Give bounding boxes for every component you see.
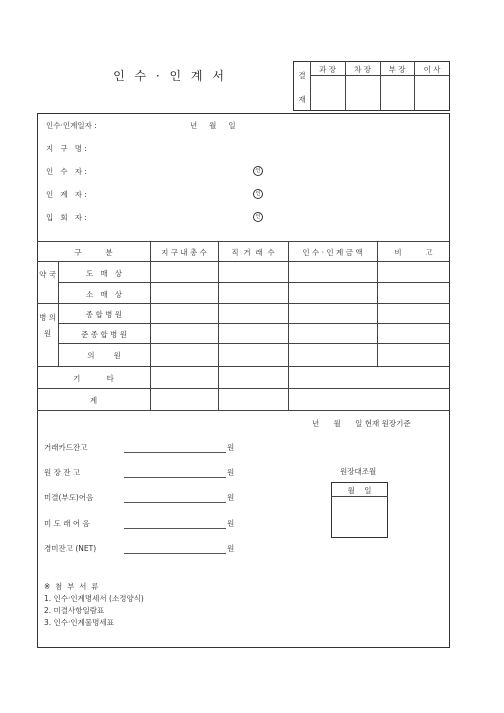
ledger-check-month-label: 원장대조월 (340, 467, 377, 476)
balance-card: 거래카드잔고 (44, 443, 88, 452)
table-header-amount: 인 수 · 인 계 금 액 (302, 248, 363, 257)
table-header-district-total: 지 구 내 총 수 (161, 248, 207, 257)
table-header-remarks: 비 고 (394, 248, 433, 257)
row-wholesaler: 도 매 상 (85, 269, 123, 278)
row-general-hospital: 종 합 병 원 (85, 310, 123, 319)
attachment-item-2: 2. 미결사항일람표 (44, 606, 105, 615)
approval-label-top: 결 (298, 71, 306, 80)
handover-date-units: 년 월 일 (190, 121, 236, 130)
balance-unsettled-notes: 미결(부도)어음 (44, 493, 94, 502)
receiver-label: 인 수 자 : (46, 167, 87, 176)
row-semi-general-hospital: 준 종 합 병 원 (81, 330, 127, 339)
document-title: 인 수 · 인 계 서 (113, 69, 227, 83)
balance-ledger-unit: 원 (227, 468, 235, 477)
balance-card-unit: 원 (227, 443, 235, 452)
attachment-item-3: 3. 인수·인계물명세표 (44, 618, 114, 627)
balance-undue-notes: 미 도 래 어 음 (44, 519, 90, 528)
row-retailer: 소 매 상 (85, 290, 123, 299)
table-header-category: 구 분 (74, 248, 113, 257)
group-hospital: 병 의 원 (39, 313, 56, 338)
approval-header-executive: 이 사 (423, 65, 441, 74)
witness-seal: 인 (253, 212, 263, 222)
handover-date-label: 인수·인계일자 : (46, 121, 97, 130)
row-total: 계 (89, 396, 98, 405)
balance-net: 경미잔고 (NET) (44, 544, 97, 553)
approval-header-manager: 과 장 (319, 65, 336, 74)
ledger-check-month-day: 월 일 (347, 486, 372, 495)
balance-ledger: 원 장 잔 고 (44, 468, 81, 477)
attachment-item-1: 1. 인수·인계명세서 (소정양식) (44, 594, 144, 603)
handover-person-label: 인 계 자 : (46, 190, 87, 199)
ledger-date-basis: 년 월 일 현재 원장기준 (312, 419, 411, 428)
balance-net-unit: 원 (227, 544, 235, 553)
balance-undue-unit: 원 (227, 519, 235, 528)
approval-header-deputy: 차 장 (354, 65, 371, 74)
approval-label-bottom: 재 (298, 95, 306, 104)
district-name-label: 지 구 명 : (46, 144, 87, 153)
balance-unsettled-unit: 원 (227, 493, 235, 502)
approval-header-director: 부 장 (388, 65, 406, 74)
row-clinic: 의 원 (87, 351, 121, 360)
row-etc: 기 타 (73, 374, 114, 383)
table-header-direct-trade: 직 거 래 수 (231, 248, 275, 257)
group-pharmacy: 약 국 (39, 270, 56, 279)
receiver-seal: 인 (253, 166, 263, 176)
witness-label: 입 회 자 : (46, 213, 87, 222)
attachments-heading: ※ 첨 부 서 류 (44, 582, 99, 591)
handover-seal: 인 (253, 189, 263, 199)
